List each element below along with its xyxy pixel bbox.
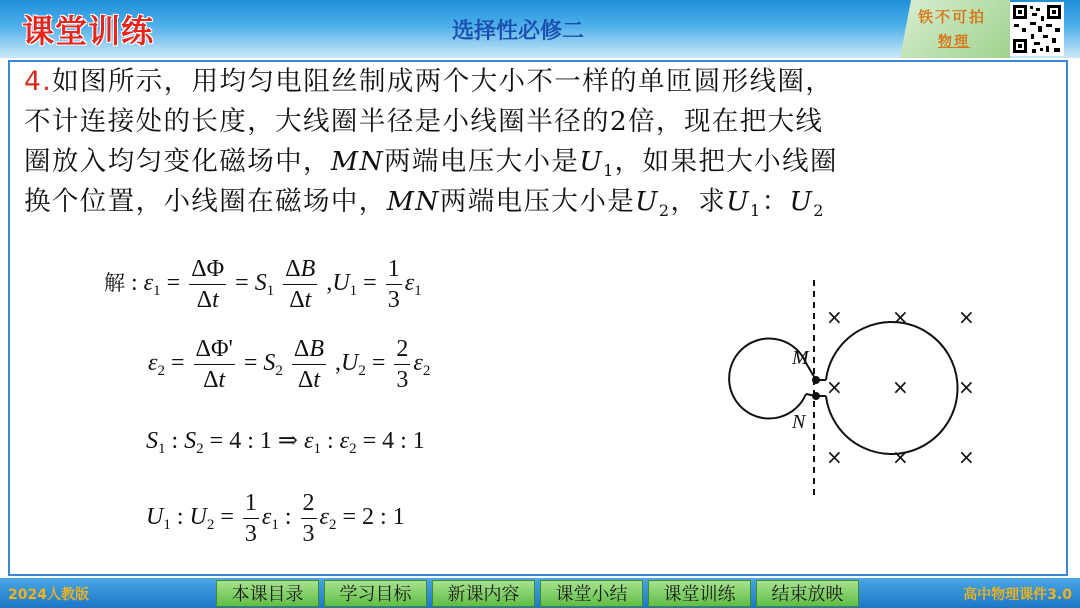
label-n: N bbox=[792, 411, 806, 433]
field-mark: × bbox=[826, 375, 843, 399]
nav-button-end-show[interactable]: 结束放映 bbox=[756, 580, 859, 607]
field-mark: × bbox=[958, 305, 975, 329]
solution-step-2: $\varepsilon_2$ = $\frac{\Delta\Phi'}{\Delta t}$ = $S_2$ $\frac{\Delta B}{\Delta t}$ $,U_2$ = $\frac{2}{3}$ $\varepsilon_2$ bbox=[148, 336, 431, 393]
magnetic-field-marks bbox=[826, 305, 975, 469]
problem-line-2: 不计连接处的长度，大线圈半径是小线圈半径的2倍，现在把大线 bbox=[24, 106, 824, 137]
field-mark: × bbox=[958, 445, 975, 469]
nav-button-new-content[interactable]: 新课内容 bbox=[432, 580, 535, 607]
problem-line-3: 圈放入均匀变化磁场中，MN两端电压大小是$U_1$，如果把大小线圈 bbox=[24, 146, 838, 180]
terminal-n bbox=[812, 392, 820, 400]
nav-button-summary[interactable]: 课堂小结 bbox=[540, 580, 643, 607]
solution-step-1: 解 : $\varepsilon_1$ = $\frac{\Delta\Phi}{\Delta t}$ = $S_1$ $\frac{\Delta B}{\Delta t}$ $,U_1$ = $\frac{1}{3}$ $\varepsilon_1$ bbox=[104, 256, 422, 313]
field-mark: × bbox=[826, 445, 843, 469]
field-mark: × bbox=[892, 445, 909, 469]
problem-line-1: 4.如图所示，用均匀电阻丝制成两个大小不一样的单匝圆形线圈， bbox=[24, 66, 834, 97]
field-mark: × bbox=[892, 305, 909, 329]
solution-step-3: $S_1$ : $S_2 = 4$ : 1 ⇒ $\varepsilon_1$ : $\varepsilon_2 = 4$ : 1 bbox=[146, 428, 425, 457]
terminal-m bbox=[812, 376, 820, 384]
field-mark: × bbox=[892, 375, 909, 399]
brand-subject: 物理 bbox=[938, 34, 970, 50]
brand-name: 铁不可拍 bbox=[918, 8, 987, 26]
problem-number: 4. bbox=[24, 66, 53, 97]
problem-statement bbox=[24, 62, 1064, 222]
nav-button-contents[interactable]: 本课目录 bbox=[216, 580, 319, 607]
course-name: 选择性必修二 bbox=[452, 19, 585, 44]
coil-diagram-svg bbox=[720, 272, 1000, 502]
footer-brand: 高中物理课件3.0 bbox=[963, 587, 1072, 603]
label-m: M bbox=[792, 347, 809, 369]
field-mark: × bbox=[826, 305, 843, 329]
nav-button-practice[interactable]: 课堂训练 bbox=[648, 580, 751, 607]
coil-diagram bbox=[720, 272, 1000, 506]
solution-step-4: $U_1$ : $U_2$ = $\frac{1}{3}$ $\varepsilon_1$ : $\frac{2}{3}$ $\varepsilon_2 = 2$ : 1 bbox=[146, 490, 405, 547]
section-title: 课堂训练 bbox=[22, 12, 155, 50]
nav-button-objectives[interactable]: 学习目标 bbox=[324, 580, 427, 607]
field-mark: × bbox=[958, 375, 975, 399]
qr-code-icon bbox=[1010, 2, 1064, 56]
edition-label: 2024人教版 bbox=[8, 587, 89, 603]
problem-line-4: 换个位置，小线圈在磁场中，MN两端电压大小是$U_2$，求$U_1$：$U_2$ bbox=[24, 186, 825, 220]
